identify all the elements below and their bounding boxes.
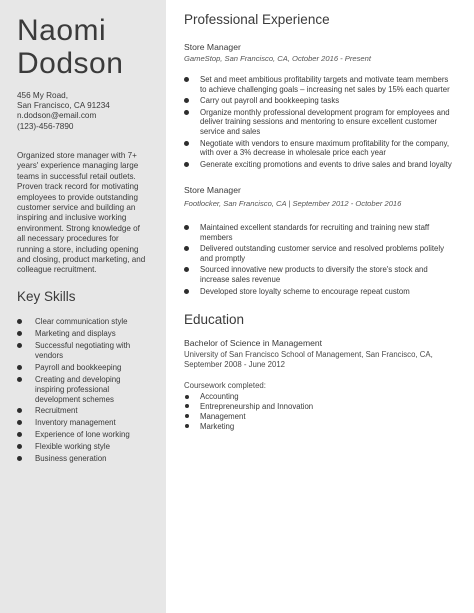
job-bullets-2 [184,223,456,298]
bullet-icon [185,414,189,418]
bullet-icon [17,331,22,336]
course-item: Marketing [184,422,313,432]
course-item: Accounting [184,392,313,402]
skill-item: Flexible working style [17,442,147,452]
bullet-icon [17,444,22,449]
email: n.dodson@email.com [17,111,97,121]
first-name: Naomi [17,14,107,47]
last-name: Dodson [17,47,124,80]
education-heading: Education [184,312,245,327]
bullet-icon [17,456,22,461]
main-content [166,0,474,613]
skill-item: Experience of lone working [17,430,147,440]
job-title-2: Store Manager [184,185,241,195]
job-bullet: Maintained excellent standards for recruiting and training new staff members [184,223,456,243]
key-skills-list [17,317,147,466]
address-line-2: San Francisco, CA 91234 [17,101,110,111]
job-bullet: Developed store loyalty scheme to encourage repeat custom [184,287,456,297]
bullet-icon [184,246,189,251]
school: University of San Francisco School of Management, San Francisco, CA, September 2008 - June 2012 [184,350,433,369]
experience-heading: Professional Experience [184,12,330,27]
bullet-icon [184,77,189,82]
job-bullet: Organize monthly professional development program for employees and deliver training sessions and mentoring to ensure excellent customer service and sales [184,108,456,137]
bullet-icon [17,377,22,382]
bullet-icon [185,395,189,399]
bullet-icon [184,267,189,272]
phone: (123)-456-7890 [17,121,74,131]
bullet-icon [17,343,22,348]
degree: Bachelor of Science in Management [184,338,323,348]
bullet-icon [185,424,189,428]
job-meta-2: Footlocker, San Francisco, CA | September 2012 - October 2016 [184,199,402,208]
coursework-label: Coursework completed: [184,381,266,390]
contact-info [17,91,110,132]
skill-item: Creating and developing inspiring professional development schemes [17,375,147,405]
bullet-icon [17,408,22,413]
bullet-icon [184,225,189,230]
skill-item: Clear communication style [17,317,147,327]
skill-item: Recruitment [17,406,147,416]
bullet-icon [184,110,189,115]
job-bullet: Generate exciting promotions and events to drive sales and brand loyalty [184,160,456,170]
skill-item: Business generation [17,454,147,464]
job-bullet: Set and meet ambitious profitability targets and motivate team members to achieve challenging goals – increasing net sales by 15% each quarter [184,75,456,95]
bullet-icon [17,365,22,370]
course-item: Entrepreneurship and Innovation [184,402,313,412]
sidebar [0,0,166,613]
bullet-icon [184,289,189,294]
course-item: Management [184,412,313,422]
job-title-1: Store Manager [184,42,241,52]
job-bullet: Carry out payroll and bookkeeping tasks [184,96,456,106]
coursework-list [184,392,313,432]
bullet-icon [17,319,22,324]
bullet-icon [184,162,189,167]
bullet-icon [185,404,189,408]
job-meta-1: GameStop, San Francisco, CA, October 2016 - Present [184,54,371,63]
bullet-icon [17,420,22,425]
key-skills-heading: Key Skills [17,289,76,304]
profile-summary: Organized store manager with 7+ years' experience managing large teams in successful retail outlets. Proven track record for motivating employees to provide outstanding customer service and building an inspiring and inclusive working environment. Strong knowledge of all necessary procedures for running a store, including opening and closing, product marketing, and colleague recruitment. [17,151,146,275]
job-bullet: Negotiate with vendors to ensure maximum profitability for the company, with over a 3% decrease in wholesale price each year [184,139,456,159]
candidate-name [17,14,123,80]
bullet-icon [17,432,22,437]
bullet-icon [184,98,189,103]
bullet-icon [184,141,189,146]
address-line-1: 456 My Road, [17,91,68,100]
skill-item: Successful negotiating with vendors [17,341,147,361]
skill-item: Marketing and displays [17,329,147,339]
job-bullet: Delivered outstanding customer service and resolved problems politely and promptly [184,244,456,264]
skill-item: Payroll and bookkeeping [17,363,147,373]
job-bullet: Sourced innovative new products to diversify the store's stock and increase sales revenue [184,265,456,285]
job-bullets-1 [184,75,456,171]
skill-item: Inventory management [17,418,147,428]
